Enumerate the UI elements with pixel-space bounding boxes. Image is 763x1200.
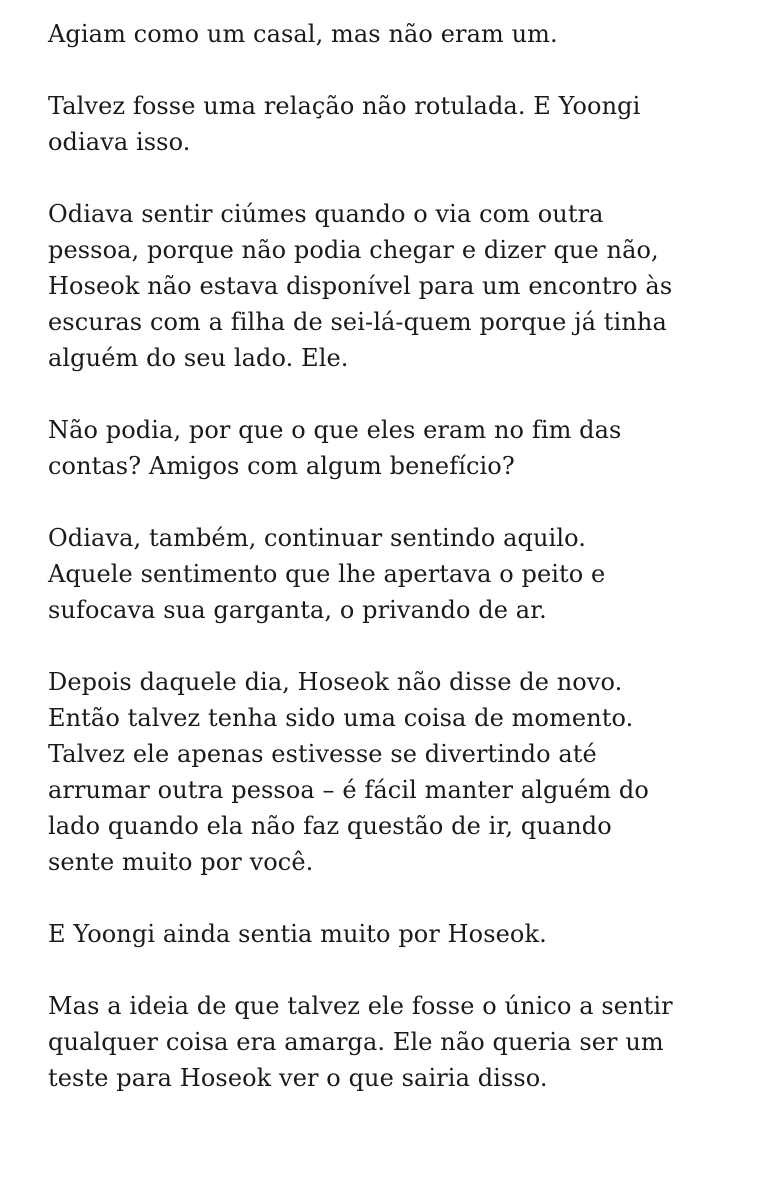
- text-line: lado quando ela não faz questão de ir, quando: [48, 812, 612, 840]
- text-line: Aquele sentimento que lhe apertava o peito e: [48, 560, 606, 588]
- paragraph-8: [48, 988, 748, 1096]
- text-line: Hoseok não estava disponível para um encontro às: [48, 272, 673, 300]
- text-line: Mas a ideia de que talvez ele fosse o único a sentir: [48, 992, 673, 1020]
- text-line: Odiava sentir ciúmes quando o via com outra: [48, 200, 604, 228]
- paragraph-7: [48, 916, 748, 952]
- paragraph-2: [48, 88, 748, 160]
- text-line: Talvez fosse uma relação não rotulada. E Yoongi: [48, 92, 641, 120]
- paragraph-4: [48, 412, 748, 484]
- text-line: sente muito por você.: [48, 848, 314, 876]
- text-line: sufocava sua garganta, o privando de ar.: [48, 596, 547, 624]
- text-line: alguém do seu lado. Ele.: [48, 344, 349, 372]
- paragraph-6: [48, 664, 748, 880]
- story-text: [48, 16, 748, 1132]
- text-line: escuras com a filha de sei-lá-quem porque já tinha: [48, 308, 667, 336]
- text-line: Talvez ele apenas estivesse se divertindo até: [48, 740, 597, 768]
- text-line: teste para Hoseok ver o que sairia disso.: [48, 1064, 548, 1092]
- text-line: arrumar outra pessoa – é fácil manter alguém do: [48, 776, 649, 804]
- text-line: Depois daquele dia, Hoseok não disse de novo.: [48, 668, 623, 696]
- text-line: Agiam como um casal, mas não eram um.: [48, 20, 558, 48]
- paragraph-1: [48, 16, 748, 52]
- text-line: Então talvez tenha sido uma coisa de momento.: [48, 704, 634, 732]
- text-line: E Yoongi ainda sentia muito por Hoseok.: [48, 920, 547, 948]
- text-line: pessoa, porque não podia chegar e dizer que não,: [48, 236, 659, 264]
- text-line: contas? Amigos com algum benefício?: [48, 452, 515, 480]
- text-line: qualquer coisa era amarga. Ele não queria ser um: [48, 1028, 664, 1056]
- text-line: odiava isso.: [48, 128, 191, 156]
- paragraph-5: [48, 520, 748, 628]
- text-line: Odiava, também, continuar sentindo aquilo.: [48, 524, 586, 552]
- paragraph-3: [48, 196, 748, 376]
- text-line: Não podia, por que o que eles eram no fim das: [48, 416, 622, 444]
